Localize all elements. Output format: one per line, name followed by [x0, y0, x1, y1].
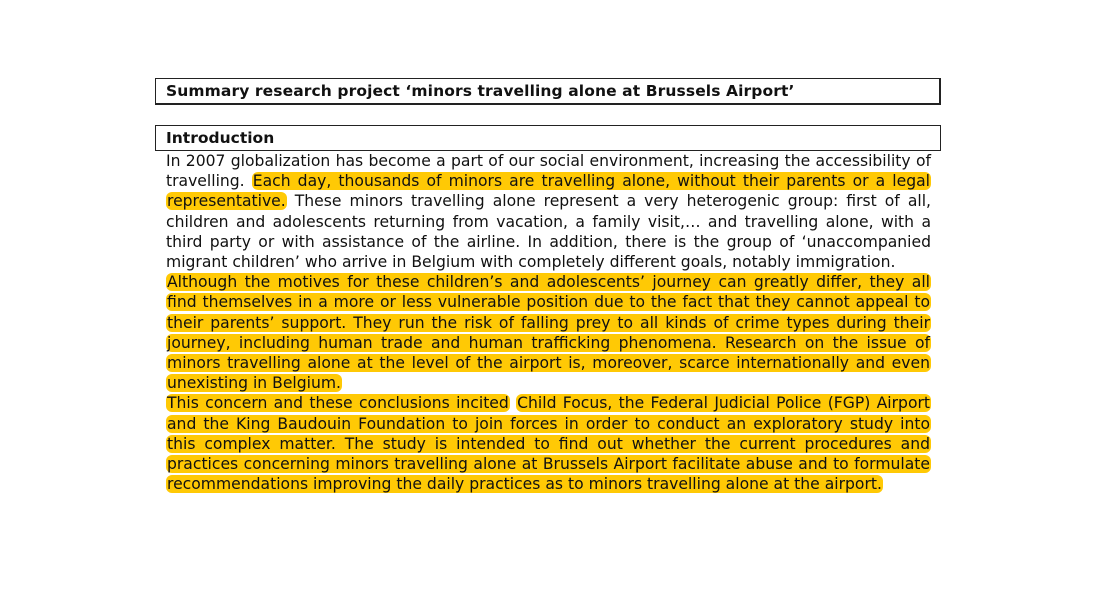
document-title: Summary research project ‘minors travelling alone at Brussels Airport’: [166, 82, 795, 100]
document-title-box: [155, 78, 941, 105]
document-page: [155, 78, 941, 494]
paragraph-2: [166, 272, 931, 393]
paragraph-2-highlight: Although the motives for these children’s and adolescents’ journey can greatly differ, they all find themselves in a more or less vulnerable position due to the fact that they cannot appeal to their parents’ support. They run the risk of falling prey to all kinds of crime types during their journey, including human trade and human trafficking phenomena. Research on the issue of minors travelling alone at the level of the airport is, moreover, scarce internationally and even unexisting in Belgium.: [167, 273, 930, 393]
paragraph-3: [166, 393, 931, 494]
paragraph-1: [166, 151, 931, 272]
section-heading-box: [155, 125, 941, 151]
paragraph-3-highlight-b: Child Focus, the Federal Judicial Police (FGP) Airport and the King Baudouin Foundation to join forces in order to conduct an exploratory study into this complex matter. The study is intended to find out whether the current procedures and practices concerning minors travelling alone at Brussels Airport facilitate abuse and to formulate recommendations improving the daily practices as to minors travelling alone at the airport.: [167, 394, 931, 494]
section-heading: Introduction: [166, 129, 275, 147]
paragraph-1-text-a: In 2007 globalization has become a part of our social environment, increasing the accessibility of travelling.: [166, 152, 931, 191]
paragraph-1-highlight: Each day, thousands of minors are travelling alone, without their parents or a legal representative.: [167, 172, 930, 211]
paragraph-3-highlight-a: This concern and these conclusions incited: [167, 394, 509, 413]
document-body: [155, 151, 941, 494]
paragraph-1-text-b: These minors travelling alone represent a very heterogenic group: first of all, children and adolescents returning from vacation, a family visit,… and travelling alone, with a third party or with assistance of the airline. In addition, there is the group of ‘unaccompanied migrant children’ who arrive in Belgium with completely different goals, notably immigration.: [166, 192, 931, 272]
